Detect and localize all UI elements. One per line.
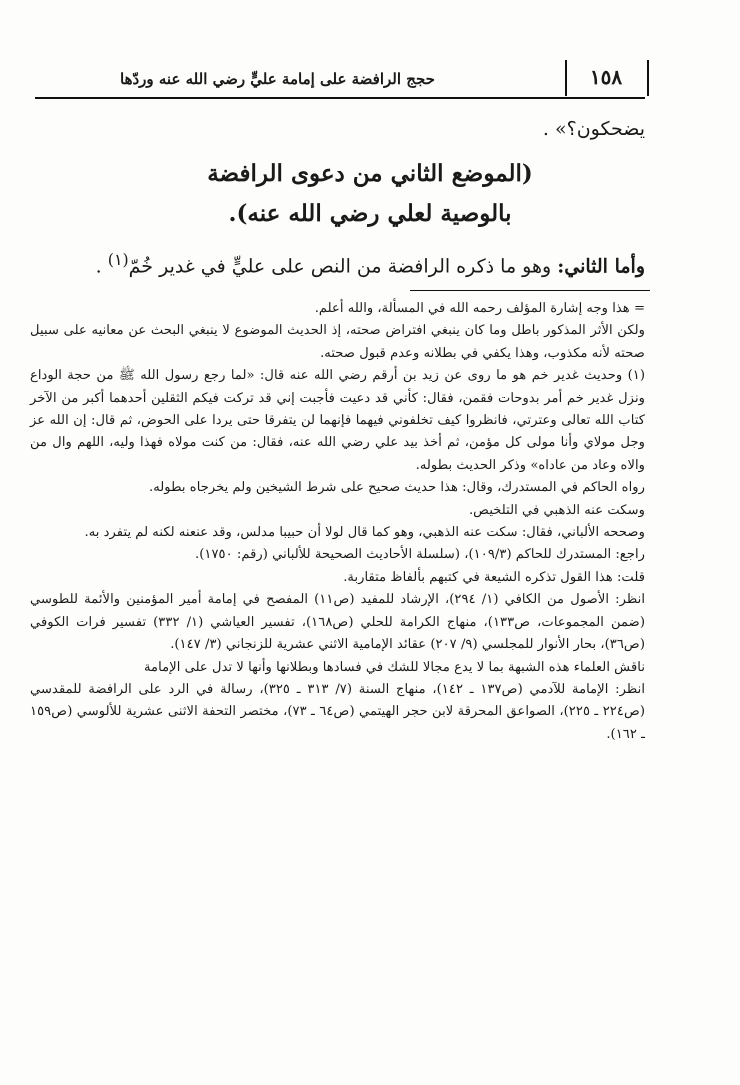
- text-line-2-body: وهو ما ذكره الرافضة من النص على عليٍّ في غدير خُمّ: [128, 255, 558, 278]
- footnote-ref-1: (١): [107, 250, 129, 269]
- footnote-paragraph: وسكت عنه الذهبي في التلخيص.: [468, 502, 645, 518]
- text-line-2-lead: وأما الثاني:: [557, 255, 645, 278]
- footnote-separator: [410, 290, 650, 291]
- page-number: ١٥٨: [589, 65, 623, 89]
- running-header-title: حجج الرافضة على إمامة عليٍّ رضي الله عنه وردّها: [120, 70, 435, 88]
- footnote-paragraph: قلت: هذا القول تذكره الشيعة في كتبهم بألفاظ متقاربة.: [343, 569, 645, 585]
- footnote-paragraph: انظر: الأصول من الكافي (١/ ٢٩٤)، الإرشاد للمفيد (ص١١) المفصح في إمامة أمير المؤمنين والأئمة للطوسي (ضمن المجموعات، ص١٣٣)، منهاج الكرامة للحلي (ص١٦٨)، تفسير العياشي (١/ ٣٣٢) تفسير فرات الكوفي (ص٣٦)، بحار الأنوار للمجلسي (٩/ ٢٠٧) عقائد الإمامية الاثني عشرية للزنجاني (٣/ ١٤٧).: [30, 592, 646, 653]
- text-line-1: يضحكون؟» .: [542, 118, 645, 140]
- footnote-paragraph: ولكن الأثر المذكور باطل وما كان ينبغي افتراض صحته، إذ الحديث الموضوع لا ينبغي البحث عن معانيه على سبيل صحته لأنه مكذوب، وهذا يكفي في بطلانه وعدم قبول صحته.: [30, 323, 645, 361]
- text-line-2-end: .: [95, 255, 108, 278]
- header-rule: [35, 97, 645, 99]
- text-line-2: [96, 250, 645, 277]
- section-heading-line-2: بالوصية لعلي رضي الله عنه).: [228, 200, 512, 227]
- footnote-paragraph: رواه الحاكم في المستدرك، وقال: هذا حديث صحيح على شرط الشيخين ولم يخرجاه بطوله.: [149, 480, 645, 496]
- footnote-paragraph: انظر: الإمامة للآدمي (ص١٣٧ ـ ١٤٢)، منهاج السنة (٧/ ٣١٣ ـ ٣٢٥)، رسالة في الرد على الرافضة للمقدسي (ص٢٢٤ ـ ٢٢٥)، الصواعق المحرقة لابن حجر الهيتمي (ص٦٤ ـ ٧٣)، مختصر التحفة الاثنى عشرية للألوسي (ص١٥٩ ـ ١٦٢).: [30, 681, 646, 742]
- footnote-paragraph: (١) وحديث غدير خم هو ما روى عن زيد بن أرقم رضي الله عنه قال: «لما رجع رسول الله ﷺ من حجة الوداع ونزل غدير خم أمر بدوحات فقمن، فقال: كأني قد دعيت فأجبت إني قد تركت فيكم الثقلين أحدهما أكبر من الآخر كتاب الله تعالى وعترتي، فانظروا كيف تخلفوني فيهما فإنهما لن يتفرقا حتى يردا على الحوض، ثم قال: إن الله عز وجل مولاي وأنا مولى كل مؤمن، ثم أخذ بيد علي رضي الله عنه، فقال: من كنت مولاه فهذا وليه، اللهم وال من والاه وعاد من عاداه» وذكر الحديث بطوله.: [30, 368, 645, 473]
- footnotes: [30, 298, 645, 746]
- footnote-paragraph: ناقش العلماء هذه الشبهة بما لا يدع مجالا للشك في فسادها وبطلانها وأنها لا تدل على الإمامة: [143, 659, 645, 675]
- footnote-paragraph: = هذا وجه إشارة المؤلف رحمه الله في المسألة، والله أعلم.: [314, 301, 645, 316]
- footnote-paragraph: وصححه الألباني، فقال: سكت عنه الذهبي، وهو كما قال لولا أن حبيبا مدلس، وقد عنعنه لكنه لم يتفرد به.: [84, 525, 645, 541]
- section-heading-line-1: (الموضع الثاني من دعوى الرافضة: [207, 160, 533, 187]
- footnote-paragraph: راجع: المستدرك للحاكم (١٠٩/٣)، (سلسلة الأحاديث الصحيحة للألباني (رقم: ١٧٥٠).: [195, 547, 645, 563]
